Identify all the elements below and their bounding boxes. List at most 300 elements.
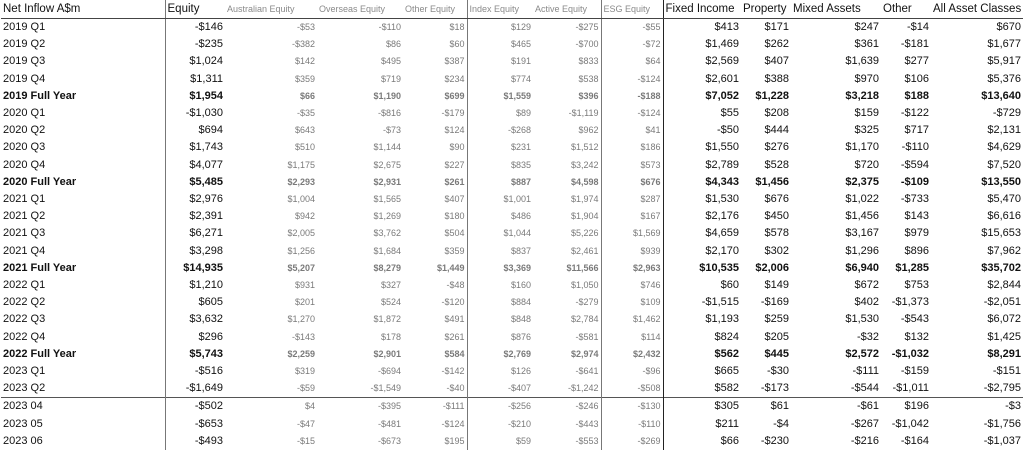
cell-active-equity: $2,461 (570, 245, 599, 256)
cell-overseas-equity: -$395 (317, 398, 403, 416)
cell-property: $528 (764, 158, 789, 171)
cell-mixed-assets: -$267 (850, 417, 879, 430)
table-row (1, 174, 1023, 191)
cell-equity: $3,298 (165, 243, 225, 260)
cell-all-asset-classes: $35,702 (981, 261, 1021, 274)
cell-esg-equity: $1,462 (601, 311, 663, 328)
cell-property: $208 (764, 107, 789, 120)
cell-mixed-assets: $1,170 (845, 141, 879, 154)
cell-overseas-equity: $178 (380, 331, 401, 342)
cell-other-equity: $261 (444, 331, 465, 342)
cell-australian-equity: -$35 (296, 108, 315, 119)
cell-other: $132 (904, 330, 929, 343)
row-label: 2022 Q4 (3, 330, 46, 343)
cell-other: $196 (881, 398, 931, 416)
cell-mixed-assets: $402 (854, 296, 879, 309)
cell-active-equity: $4,598 (570, 176, 599, 187)
cell-all-asset-classes: -$2,051 (983, 296, 1021, 309)
cell-other: -$110 (901, 141, 929, 154)
cell-property: $205 (764, 330, 789, 343)
cell-all-asset-classes: $13,640 (981, 89, 1021, 102)
cell-property: $262 (764, 38, 789, 51)
cell-fixed-income: $1,193 (663, 311, 741, 328)
cell-fixed-income: $60 (663, 277, 741, 294)
header-other: Other (881, 0, 931, 19)
cell-mixed-assets: $970 (854, 72, 879, 85)
cell-active-equity: -$443 (575, 418, 599, 429)
cell-active-equity: -$581 (575, 331, 599, 342)
cell-mixed-assets: $3,167 (845, 227, 879, 240)
cell-mixed-assets: $1,022 (845, 193, 879, 206)
header-mixed-assets: Mixed Assets (791, 0, 881, 19)
cell-all-asset-classes: $5,376 (987, 72, 1021, 85)
row-label: 2019 Q2 (3, 38, 46, 51)
cell-other-equity: $504 (444, 228, 465, 239)
table-row (1, 260, 1023, 277)
cell-equity: $1,743 (165, 139, 225, 156)
cell-other: $143 (904, 210, 929, 223)
cell-index-equity: $2,769 (467, 346, 533, 363)
cell-overseas-equity: -$694 (377, 366, 401, 377)
cell-other: -$164 (900, 434, 929, 447)
cell-active-equity: $538 (578, 73, 599, 84)
cell-equity: -$502 (165, 398, 225, 416)
cell-australian-equity: $2,259 (287, 348, 315, 359)
cell-other-equity: $234 (444, 73, 465, 84)
cell-other-equity: -$48 (446, 280, 465, 291)
cell-active-equity: $1,050 (570, 280, 599, 291)
cell-all-asset-classes: $670 (996, 21, 1021, 33)
cell-active-equity: $962 (578, 125, 599, 136)
cell-index-equity: $465 (467, 36, 533, 53)
cell-equity: -$653 (165, 416, 225, 433)
cell-all-asset-classes: -$1,037 (983, 434, 1021, 447)
cell-other: $979 (904, 227, 929, 240)
cell-esg-equity: $2,432 (601, 346, 663, 363)
cell-index-equity: $774 (467, 71, 533, 88)
cell-all-asset-classes: -$729 (992, 107, 1021, 120)
cell-other-equity: $180 (444, 211, 465, 222)
table-row (1, 19, 1023, 37)
cell-australian-equity: -$53 (296, 22, 315, 32)
cell-other-equity: $195 (444, 435, 465, 446)
cell-esg-equity: $167 (601, 208, 663, 225)
cell-other-equity: $124 (444, 125, 465, 136)
cell-other: $106 (904, 72, 929, 85)
cell-active-equity: $5,226 (570, 228, 599, 239)
cell-australian-equity: -$143 (291, 331, 315, 342)
row-label: 2021 Q4 (3, 244, 46, 257)
cell-other: -$14 (906, 21, 929, 33)
cell-esg-equity: $114 (601, 329, 663, 346)
row-label: 2022 Q3 (3, 313, 46, 326)
cell-equity: $14,935 (165, 260, 225, 277)
cell-other: -$1,373 (891, 296, 929, 309)
cell-overseas-equity: $524 (380, 297, 401, 308)
row-label: 2021 Full Year (3, 261, 77, 274)
cell-other-equity: -$40 (446, 383, 465, 394)
cell-index-equity: $1,001 (467, 191, 533, 208)
row-label: 2022 Q1 (3, 279, 46, 292)
cell-esg-equity: -$96 (601, 363, 663, 380)
cell-esg-equity: -$124 (601, 71, 663, 88)
cell-other-equity: -$120 (441, 297, 465, 308)
cell-index-equity: $129 (467, 19, 533, 37)
table-row (1, 329, 1023, 346)
cell-other-equity: -$124 (441, 418, 465, 429)
cell-property: $302 (764, 244, 789, 257)
cell-index-equity: -$268 (467, 122, 533, 139)
cell-active-equity: $2,784 (570, 314, 599, 325)
header-overseas-equity: Overseas Equity (317, 0, 403, 19)
cell-esg-equity: $64 (601, 53, 663, 70)
cell-mixed-assets: $1,456 (845, 210, 879, 223)
table-row (1, 191, 1023, 208)
cell-esg-equity: $676 (601, 174, 663, 191)
cell-mixed-assets: $2,572 (845, 347, 879, 360)
cell-overseas-equity: $1,565 (373, 194, 401, 205)
cell-other-equity: $407 (444, 194, 465, 205)
cell-esg-equity: $939 (601, 243, 663, 260)
cell-overseas-equity: -$816 (377, 108, 401, 119)
cell-esg-equity: -$55 (601, 19, 663, 37)
cell-overseas-equity: $2,931 (373, 176, 401, 187)
cell-australian-equity: $510 (294, 142, 315, 153)
cell-fixed-income: $1,550 (663, 139, 741, 156)
cell-all-asset-classes: $4,629 (987, 141, 1021, 154)
cell-property: $450 (764, 210, 789, 223)
cell-all-asset-classes: -$2,795 (983, 382, 1021, 395)
cell-property: $171 (764, 21, 789, 33)
cell-fixed-income: $4,343 (663, 174, 741, 191)
table-row (1, 208, 1023, 225)
header-all-asset-classes: All Asset Classes (931, 0, 1023, 19)
cell-active-equity: $3,242 (570, 159, 599, 170)
cell-australian-equity: $1,256 (287, 245, 315, 256)
cell-property: $259 (764, 313, 789, 326)
cell-property: -$169 (760, 296, 789, 309)
cell-mixed-assets: -$111 (852, 365, 879, 378)
cell-active-equity: $2,974 (570, 348, 599, 359)
cell-overseas-equity: $1,684 (373, 245, 401, 256)
cell-other-equity: -$179 (441, 108, 465, 119)
cell-esg-equity: $1,569 (601, 225, 663, 242)
cell-other: -$159 (900, 365, 929, 378)
cell-all-asset-classes: $7,520 (987, 158, 1021, 171)
cell-property: $444 (764, 124, 789, 137)
cell-fixed-income: $305 (663, 398, 741, 416)
cell-equity: $2,976 (165, 191, 225, 208)
cell-esg-equity: $2,963 (601, 260, 663, 277)
cell-all-asset-classes: $13,550 (981, 175, 1021, 188)
row-label: 2020 Q1 (3, 107, 46, 120)
cell-mixed-assets: $325 (854, 124, 879, 137)
cell-active-equity: $833 (578, 56, 599, 67)
cell-other-equity: $261 (444, 176, 465, 187)
cell-all-asset-classes: $6,072 (987, 313, 1021, 326)
cell-index-equity: $486 (467, 208, 533, 225)
cell-equity: -$516 (165, 363, 225, 380)
cell-property: $61 (741, 398, 791, 416)
row-label: 2020 Full Year (3, 175, 77, 188)
cell-mixed-assets: $247 (854, 21, 879, 33)
cell-all-asset-classes: $7,962 (987, 244, 1021, 257)
cell-other-equity: $90 (449, 142, 465, 153)
header-net-inflow: Net Inflow A$m (1, 0, 165, 19)
cell-esg-equity: -$130 (601, 398, 663, 416)
cell-equity: $1,954 (165, 88, 225, 105)
cell-fixed-income: $562 (663, 346, 741, 363)
cell-other: -$543 (900, 313, 929, 326)
cell-equity: $2,391 (165, 208, 225, 225)
cell-mixed-assets: $159 (854, 107, 879, 120)
table-row (1, 36, 1023, 53)
cell-all-asset-classes: -$1,756 (983, 417, 1021, 430)
cell-esg-equity: $41 (601, 122, 663, 139)
header-other-equity: Other Equity (403, 0, 467, 19)
cell-fixed-income: $582 (663, 380, 741, 398)
cell-other: -$1,042 (891, 417, 929, 430)
cell-property: $676 (764, 193, 789, 206)
header-fixed-income: Fixed Income (663, 0, 741, 19)
table-body (1, 19, 1023, 451)
cell-overseas-equity: $3,762 (373, 228, 401, 239)
table-row (1, 243, 1023, 260)
cell-esg-equity: -$72 (601, 36, 663, 53)
table-row (1, 225, 1023, 242)
cell-equity: -$235 (165, 36, 225, 53)
cell-mixed-assets: -$32 (856, 330, 879, 343)
cell-other: $753 (904, 279, 929, 292)
cell-other: -$181 (900, 38, 929, 51)
cell-overseas-equity: -$110 (378, 22, 401, 32)
table-row (1, 105, 1023, 122)
cell-active-equity: -$700 (575, 39, 599, 50)
table-row (1, 122, 1023, 139)
cell-australian-equity: $4 (225, 398, 317, 416)
cell-fixed-income: $66 (663, 433, 741, 450)
cell-all-asset-classes: -$151 (992, 365, 1021, 378)
cell-equity: $4,077 (165, 157, 225, 174)
cell-overseas-equity: $1,144 (373, 142, 401, 153)
cell-fixed-income: $7,052 (663, 88, 741, 105)
cell-overseas-equity: $1,269 (373, 211, 401, 222)
cell-active-equity: -$279 (575, 297, 599, 308)
cell-active-equity: -$641 (575, 366, 599, 377)
cell-equity: $1,024 (165, 53, 225, 70)
row-label: 2022 Q2 (3, 296, 46, 309)
table-row (1, 398, 1023, 416)
cell-index-equity: $887 (467, 174, 533, 191)
cell-all-asset-classes: $8,291 (987, 347, 1021, 360)
cell-fixed-income: $2,789 (663, 157, 741, 174)
table-row (1, 311, 1023, 328)
cell-other: -$122 (900, 107, 929, 120)
cell-active-equity: $1,512 (570, 142, 599, 153)
cell-mixed-assets: $6,940 (845, 261, 879, 274)
cell-mixed-assets: $720 (854, 158, 879, 171)
cell-esg-equity: $746 (601, 277, 663, 294)
cell-active-equity: -$275 (575, 22, 599, 32)
cell-overseas-equity: -$481 (377, 418, 401, 429)
cell-index-equity: $126 (467, 363, 533, 380)
table-row (1, 433, 1023, 450)
cell-australian-equity: -$59 (296, 383, 315, 394)
cell-index-equity: $160 (467, 277, 533, 294)
row-label: 2023 Q1 (3, 365, 46, 378)
cell-equity: -$493 (165, 433, 225, 450)
cell-australian-equity: $142 (294, 56, 315, 67)
cell-index-equity: -$407 (467, 380, 533, 398)
cell-overseas-equity: -$73 (382, 125, 401, 136)
cell-fixed-income: -$50 (663, 122, 741, 139)
cell-overseas-equity: $327 (380, 280, 401, 291)
cell-property: -$30 (766, 365, 789, 378)
table-row (1, 53, 1023, 70)
cell-overseas-equity: $8,279 (373, 262, 401, 273)
cell-property: $445 (764, 347, 789, 360)
cell-mixed-assets: $3,218 (845, 89, 879, 102)
cell-other-equity: $18 (449, 22, 465, 32)
cell-equity: $1,210 (165, 277, 225, 294)
table-row (1, 88, 1023, 105)
cell-australian-equity: $942 (294, 211, 315, 222)
cell-index-equity: -$256 (467, 398, 533, 416)
row-label: 2019 Q3 (3, 55, 46, 68)
cell-fixed-income: $10,535 (663, 260, 741, 277)
cell-property: -$230 (760, 434, 789, 447)
cell-other: $896 (904, 244, 929, 257)
cell-mixed-assets: $361 (854, 38, 879, 51)
cell-overseas-equity: $719 (380, 73, 401, 84)
cell-australian-equity: -$47 (296, 418, 315, 429)
row-label: 2021 Q1 (3, 193, 46, 206)
cell-fixed-income: $55 (663, 105, 741, 122)
cell-mixed-assets: -$216 (850, 434, 879, 447)
cell-australian-equity: $1,004 (287, 194, 315, 205)
cell-index-equity: $89 (467, 105, 533, 122)
cell-esg-equity: $287 (601, 191, 663, 208)
cell-other: $1,285 (895, 261, 929, 274)
row-label: 2020 Q3 (3, 141, 46, 154)
cell-mixed-assets: $2,375 (845, 175, 879, 188)
cell-equity: $5,743 (165, 346, 225, 363)
cell-other: -$733 (900, 193, 929, 206)
table-row (1, 71, 1023, 88)
cell-all-asset-classes: $6,616 (987, 210, 1021, 223)
cell-all-asset-classes: $2,844 (987, 279, 1021, 292)
cell-index-equity: $835 (467, 157, 533, 174)
net-inflow-table (1, 0, 1023, 450)
cell-active-equity: $1,904 (570, 211, 599, 222)
cell-other-equity: $60 (449, 39, 465, 50)
cell-all-asset-classes: $5,917 (987, 55, 1021, 68)
cell-other-equity: $1,449 (436, 262, 465, 273)
cell-fixed-income: $1,469 (663, 36, 741, 53)
row-label: 2023 Q2 (3, 382, 46, 395)
cell-australian-equity: -$15 (296, 435, 315, 446)
cell-overseas-equity: $2,901 (373, 348, 401, 359)
cell-esg-equity: $186 (601, 139, 663, 156)
cell-overseas-equity: -$673 (377, 435, 401, 446)
cell-esg-equity: -$124 (601, 105, 663, 122)
cell-index-equity: $191 (467, 53, 533, 70)
cell-australian-equity: $319 (294, 366, 315, 377)
cell-other-equity: $584 (444, 348, 465, 359)
row-label: 2019 Full Year (3, 89, 77, 102)
cell-australian-equity: $66 (299, 90, 315, 101)
cell-australian-equity: $931 (294, 280, 315, 291)
cell-fixed-income: $2,569 (663, 53, 741, 70)
cell-esg-equity: -$508 (601, 380, 663, 398)
cell-fixed-income: $211 (663, 416, 741, 433)
cell-all-asset-classes: $2,131 (987, 124, 1021, 137)
header-esg-equity: ESG Equity (601, 0, 663, 19)
cell-australian-equity: $2,293 (287, 176, 315, 187)
cell-property: $2,006 (755, 261, 789, 274)
header-property: Property (741, 0, 791, 19)
table-row (1, 346, 1023, 363)
cell-mixed-assets: -$61 (791, 398, 881, 416)
cell-property: -$173 (760, 382, 789, 395)
cell-other: -$109 (900, 175, 929, 188)
cell-equity: $694 (165, 122, 225, 139)
cell-index-equity: $59 (467, 433, 533, 450)
cell-equity: $605 (165, 294, 225, 311)
table-row (1, 294, 1023, 311)
cell-overseas-equity: $86 (385, 39, 401, 50)
cell-active-equity: -$553 (575, 435, 599, 446)
row-label: 2023 05 (3, 417, 43, 430)
cell-index-equity: $837 (467, 243, 533, 260)
cell-active-equity: $396 (578, 90, 599, 101)
cell-fixed-income: $2,176 (663, 208, 741, 225)
header-index-equity: Index Equity (467, 0, 533, 19)
cell-other-equity: $227 (444, 159, 465, 170)
cell-australian-equity: -$382 (291, 39, 315, 50)
cell-all-asset-classes: $1,425 (987, 330, 1021, 343)
cell-overseas-equity: $495 (380, 56, 401, 67)
row-label: 2020 Q2 (3, 124, 46, 137)
cell-property: $1,456 (755, 175, 789, 188)
cell-other: -$1,032 (891, 347, 929, 360)
cell-other: -$1,011 (892, 382, 929, 395)
cell-index-equity: $876 (467, 329, 533, 346)
cell-fixed-income: $4,659 (663, 225, 741, 242)
header-australian-equity: Australian Equity (225, 0, 317, 19)
table-row (1, 139, 1023, 156)
cell-mixed-assets: $672 (854, 279, 879, 292)
row-label: 2020 Q4 (3, 158, 46, 171)
cell-active-equity: $1,974 (570, 194, 599, 205)
table-row (1, 157, 1023, 174)
cell-index-equity: $848 (467, 311, 533, 328)
table-row (1, 363, 1023, 380)
cell-overseas-equity: $1,872 (373, 314, 401, 325)
cell-australian-equity: $5,207 (287, 262, 315, 273)
cell-fixed-income: $413 (663, 19, 741, 37)
row-label: 2023 06 (3, 434, 43, 447)
cell-australian-equity: $359 (294, 73, 315, 84)
cell-australian-equity: $1,175 (287, 159, 315, 170)
cell-equity: $296 (165, 329, 225, 346)
cell-overseas-equity: -$1,549 (370, 383, 401, 394)
cell-esg-equity: $109 (601, 294, 663, 311)
cell-mixed-assets: $1,639 (845, 55, 879, 68)
cell-active-equity: $11,566 (566, 262, 599, 273)
cell-equity: $5,485 (165, 174, 225, 191)
cell-property: $1,228 (755, 89, 789, 102)
